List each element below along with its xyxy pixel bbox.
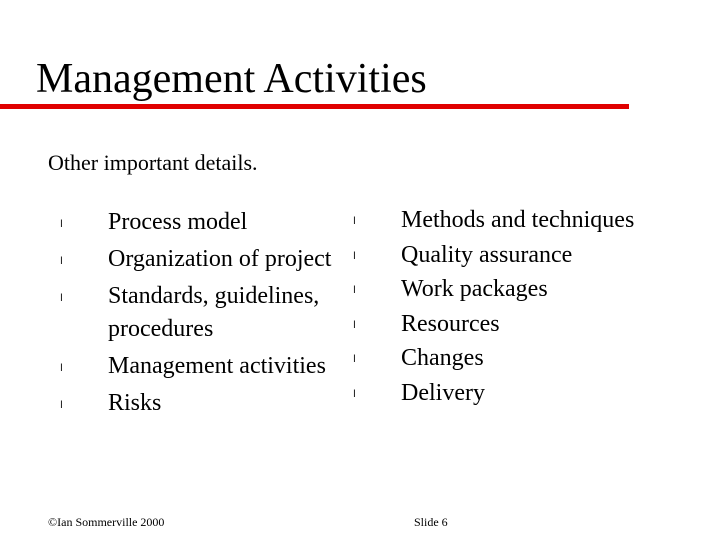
bullet-icon: l [353, 216, 356, 227]
bullet-icon: l [353, 319, 356, 331]
list-item [353, 307, 683, 342]
list-item-label: Risks [108, 390, 162, 416]
bullet-icon: l [60, 219, 63, 230]
intro-text: Other important details. [48, 150, 258, 175]
list-item [353, 203, 683, 238]
left-bullet-list [60, 204, 360, 422]
list-item [353, 272, 683, 307]
slide-number: Slide 6 [414, 515, 448, 529]
list-item [353, 238, 683, 273]
list-item [60, 204, 360, 241]
list-item [60, 385, 360, 422]
right-bullet-list [353, 203, 683, 410]
bullet-icon: l [60, 400, 63, 411]
list-item-label: Standards, guidelines, [108, 283, 320, 309]
bullet-icon: l [353, 388, 356, 400]
slide-title: Management Activities [36, 56, 427, 102]
list-item-label: Delivery [401, 379, 485, 406]
list-item-label: Methods and techniques [401, 207, 635, 233]
list-item-label: Work packages [401, 276, 548, 302]
bullet-icon: l [60, 256, 63, 267]
list-item-label: Changes [401, 345, 484, 371]
list-item [60, 348, 360, 385]
bullet-icon: l [353, 250, 356, 262]
list-item-label: Process model [108, 209, 248, 235]
list-item [353, 376, 683, 411]
copyright-footer: ©Ian Sommerville 2000 [48, 515, 165, 529]
title-underline [0, 104, 629, 109]
bullet-icon: l [60, 363, 63, 374]
list-item-label: Organization of project [108, 246, 332, 272]
list-item-label: Quality assurance [401, 241, 573, 268]
list-item [60, 278, 360, 348]
bullet-icon: l [353, 354, 356, 365]
bullet-icon: l [60, 293, 63, 304]
list-item [353, 341, 683, 376]
list-item-label: Resources [401, 310, 500, 337]
list-item-label-continued: procedures [108, 316, 214, 342]
list-item-label: Management activities [108, 353, 326, 379]
bullet-icon: l [353, 285, 356, 296]
list-item [60, 241, 360, 278]
